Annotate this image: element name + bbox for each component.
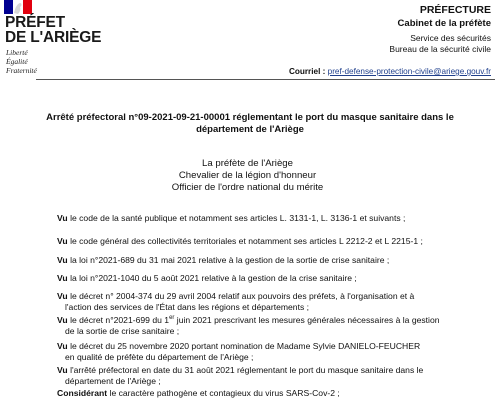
visa-item <box>57 273 482 284</box>
visa-lead: Considérant <box>57 388 108 398</box>
signatory-line-2: Chevalier de la légion d'honneur <box>178 170 317 181</box>
motto-fraternite: Fraternité <box>6 66 37 75</box>
visa-item <box>57 388 482 399</box>
issuer-title: PRÉFECTURE <box>419 4 491 16</box>
visa-lead: Vu <box>57 236 68 246</box>
visa-text: le code général des collectivités territoriales et notamment ses articles L 2212-2 et L 2215-1 ; <box>70 236 423 246</box>
visa-lead: Vu <box>57 213 68 223</box>
visa-lead: Vu <box>57 315 68 325</box>
title-line-2: département de l'Ariège <box>196 124 304 135</box>
visa-text: le code de la santé publique et notamment ses articles L. 3131-1, L. 3136-1 et suivants ; <box>70 213 406 223</box>
visa-lead: Vu <box>57 255 68 265</box>
logo-line-2: DE L'ARIÈGE <box>5 29 102 46</box>
motto-liberte: Liberté <box>6 48 28 57</box>
visa-text: le caractère pathogène et contagieux du virus SARS-Cov-2 ; <box>109 388 340 398</box>
logo-line-1: PRÉFET <box>5 14 65 31</box>
header-divider <box>36 79 495 80</box>
visa-text: le décret n°2021-699 du 1er juin 2021 prescrivant les mesures générales nécessaires à la gestion <box>70 315 440 325</box>
signatory-line-3: Officier de l'ordre national du mérite <box>171 182 324 193</box>
title-line-1: Arrêté préfectoral n°09-2021-09-21-00001 réglementant le port du masque sanitaire dans le <box>46 112 454 123</box>
visa-item <box>57 315 482 337</box>
email-link[interactable]: pref-defense-protection-civile@ariege.gouv.fr <box>327 67 491 76</box>
visa-text: l'arrêté préfectoral en date du 31 août 2021 réglementant le port du masque sanitaire dans le <box>70 365 424 375</box>
visa-lead: Vu <box>57 291 68 301</box>
visa-text-cont: l'action des services de l'État dans les régions et départements ; <box>65 302 310 312</box>
courriel-label: Courriel : <box>288 67 326 76</box>
visa-item <box>57 291 482 313</box>
visa-text: le décret n° 2004-374 du 29 avril 2004 relatif aux pouvoirs des préfets, à l'organisation et à <box>70 291 415 301</box>
issuer-bureau: Bureau de la sécurité civile <box>389 44 491 54</box>
contact-email-line <box>289 67 491 76</box>
visa-item <box>57 255 482 266</box>
visa-text: la loi n°2021-689 du 31 mai 2021 relative à la gestion de la sortie de crise sanitaire ; <box>70 255 390 265</box>
visa-item <box>57 213 482 224</box>
signatory-block <box>0 158 495 194</box>
visa-text-cont: département de l'Ariège ; <box>65 376 161 386</box>
visa-text-cont: de la sortie de crise sanitaire ; <box>65 326 180 336</box>
visa-lead: Vu <box>57 341 68 351</box>
visa-lead: Vu <box>57 365 68 375</box>
visa-item <box>57 236 482 247</box>
flag-red-band <box>23 0 32 14</box>
issuer-block <box>389 4 491 55</box>
signatory-line-1: La préfète de l'Ariège <box>202 158 293 169</box>
document-title <box>40 112 460 136</box>
visa-text-cont: en qualité de préfète du département de l'Ariège ; <box>65 352 254 362</box>
visa-item <box>57 365 482 387</box>
visa-text: la loi n°2021-1040 du 5 août 2021 relative à la gestion de la crise sanitaire ; <box>70 273 357 283</box>
issuer-subtitle: Cabinet de la préfète <box>397 18 491 29</box>
motto-egalite: Égalité <box>6 57 28 66</box>
visa-text: le décret du 25 novembre 2020 portant nomination de Madame Sylvie DANIELO-FEUCHER <box>70 341 421 351</box>
visa-item <box>57 341 482 363</box>
visa-lead: Vu <box>57 273 68 283</box>
issuer-service: Service des sécurités <box>410 33 491 43</box>
flag-blue-band <box>4 0 13 14</box>
